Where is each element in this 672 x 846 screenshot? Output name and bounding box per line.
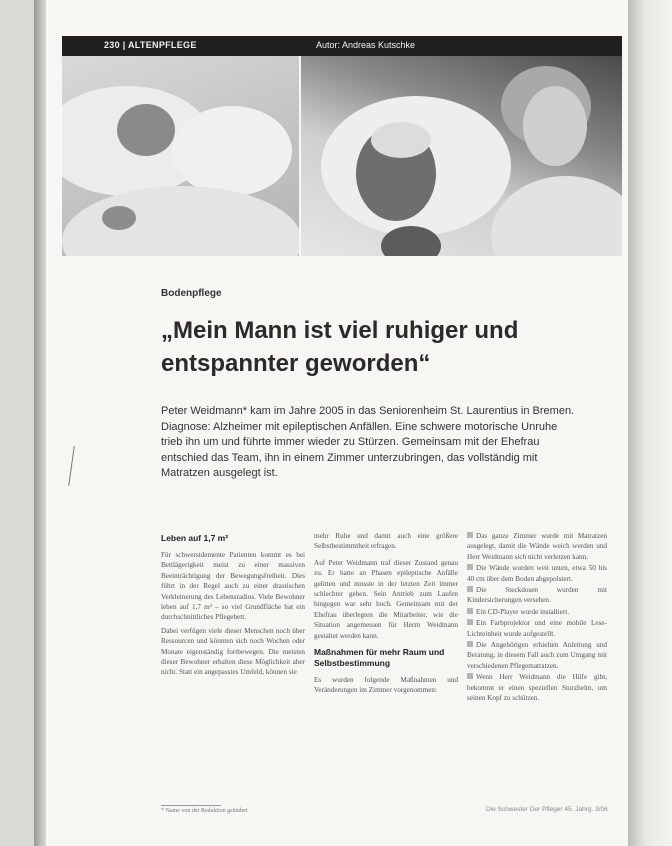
photo-blanket — [62, 186, 299, 256]
square-bullet-icon — [467, 608, 473, 614]
list-item — [467, 531, 607, 562]
list-item-text: Die Wände wurden weit unten, etwa 50 bis 40 cm über dem Boden abgepolstert. — [467, 564, 607, 583]
photo-man-hair — [371, 122, 431, 158]
photo-hand — [102, 206, 136, 230]
page-spine-shadow — [34, 0, 46, 846]
paragraph: Dabei verfügen viele dieser Menschen noch über Ressourcen und könnten sich noch Wochen oder Monate eigenständig fortbewegen. Die meisten dieser Bewohner erhalten diese Möglichkeit aber nicht. Statt ein angepasstes Umfeld, können sie — [161, 626, 305, 677]
list-item-text: Das ganze Zimmer wurde mit Matratzen ausgelegt, damit die Wände weich werden und Herr Weidmann sich nicht verletzen kann. — [467, 532, 607, 561]
footnote-divider — [161, 805, 221, 806]
author-credit: Autor: Andreas Kutschke — [316, 40, 416, 50]
article-headline: „Mein Mann ist viel ruhiger und entspannter geworden“ — [161, 317, 519, 377]
list-item-text: Ein CD-Player wurde installiert. — [476, 607, 570, 616]
list-item-text: Die Steckdosen wurden mit Kindersicherungen versehen. — [467, 586, 607, 605]
photo-head — [117, 104, 175, 156]
paragraph: Auf Peter Weidmann traf dieser Zustand genau zu. Er hatte an Phasen epileptische Anfälle gelitten und musste in der letzten Zeit immer schlechter gehen. Sein Antrieb zum Laufen hingegen war sehr hoch. Gemeinsam mit der Ehefrau überlegten die Mitarbeiter, wie die Situation angemessen für Herrn Weidmann gestaltet werden kann. — [314, 558, 458, 640]
list-item — [467, 563, 607, 584]
square-bullet-icon — [467, 564, 473, 570]
section-header: 230 | ALTENPFLEGE — [104, 40, 197, 50]
scan-edge — [628, 0, 672, 846]
paragraph: mehr Ruhe und damit auch eine größere Selbstbestimmtheit erfragen. — [314, 532, 458, 551]
square-bullet-icon — [467, 532, 473, 538]
article-column-2 — [314, 531, 458, 699]
article-column-1 — [161, 533, 305, 681]
photo-shoulder — [172, 106, 292, 196]
square-bullet-icon — [467, 586, 473, 592]
section-heading: Maßnahmen für mehr Raum und Selbstbestimmung — [314, 647, 445, 669]
photo-woman-and-man — [301, 56, 622, 256]
photo-woman-face — [523, 86, 587, 166]
list-item-text: Die Angehörigen erhielten Anleitung und Beratung, in diesem Fall auch zum Umgang mit verschiedenen Pflegematratzen. — [467, 641, 607, 670]
photo-woman-body — [491, 176, 622, 256]
article-intro: Peter Weidmann* kam im Jahre 2005 in das Seniorenheim St. Laurentius in Bremen. Diagnose: Alzheimer mit epileptischen Anfällen. Eine schwere motorische Unruhe trieb ihn um und führte immer wieder zu Stürzen. Gemeinsam mit der Ehefrau entschied das Team, ihn in einem Zimmer unterzubringen, das vollständig mit Matratzen ausgelegt ist. — [161, 405, 575, 479]
list-item — [467, 672, 607, 703]
square-bullet-icon — [467, 641, 473, 647]
section-heading: Leben auf 1,7 m² — [161, 533, 229, 543]
footnote: * Name von der Redaktion geändert — [161, 808, 248, 814]
paragraph: Für schwerstdemente Patienten kommt es bei Bettlägerigkeit meist zu einer massiven Beeinträchtigung der Bewegungsfreiheit. Dies führt in der Regel auch zu einer drastischen Verkleinerung des Lebensradius. Viele Bewohner leben auf 1,7 m² – so viel Grundfläche hat ein durchschnittliches Pflegebett. — [161, 551, 305, 622]
list-item-text: Ein Farbprojektor und eine mobile Lese-Lichteinheit wurde aufgestellt. — [467, 619, 607, 638]
list-item-text: Wenn Herr Weidmann die Hilfe gibt, bekommt er einen speziellen Sturzhelm, um seinen Kopf zu schützen. — [467, 673, 607, 703]
page-footer: Die Schwester Der Pfleger 45. Jahrg. 3/06 — [486, 806, 608, 813]
article-kicker: Bodenpflege — [161, 288, 222, 299]
square-bullet-icon — [467, 673, 473, 679]
paragraph: Es wurden folgende Maßnahmen und Veränderungen im Zimmer vorgenommen: — [314, 676, 458, 695]
list-item — [467, 607, 607, 617]
square-bullet-icon — [467, 619, 473, 625]
article-column-3 — [467, 531, 607, 705]
photo-man-sleeping — [62, 56, 299, 256]
list-item — [467, 618, 607, 639]
list-item — [467, 585, 607, 606]
list-item — [467, 640, 607, 671]
